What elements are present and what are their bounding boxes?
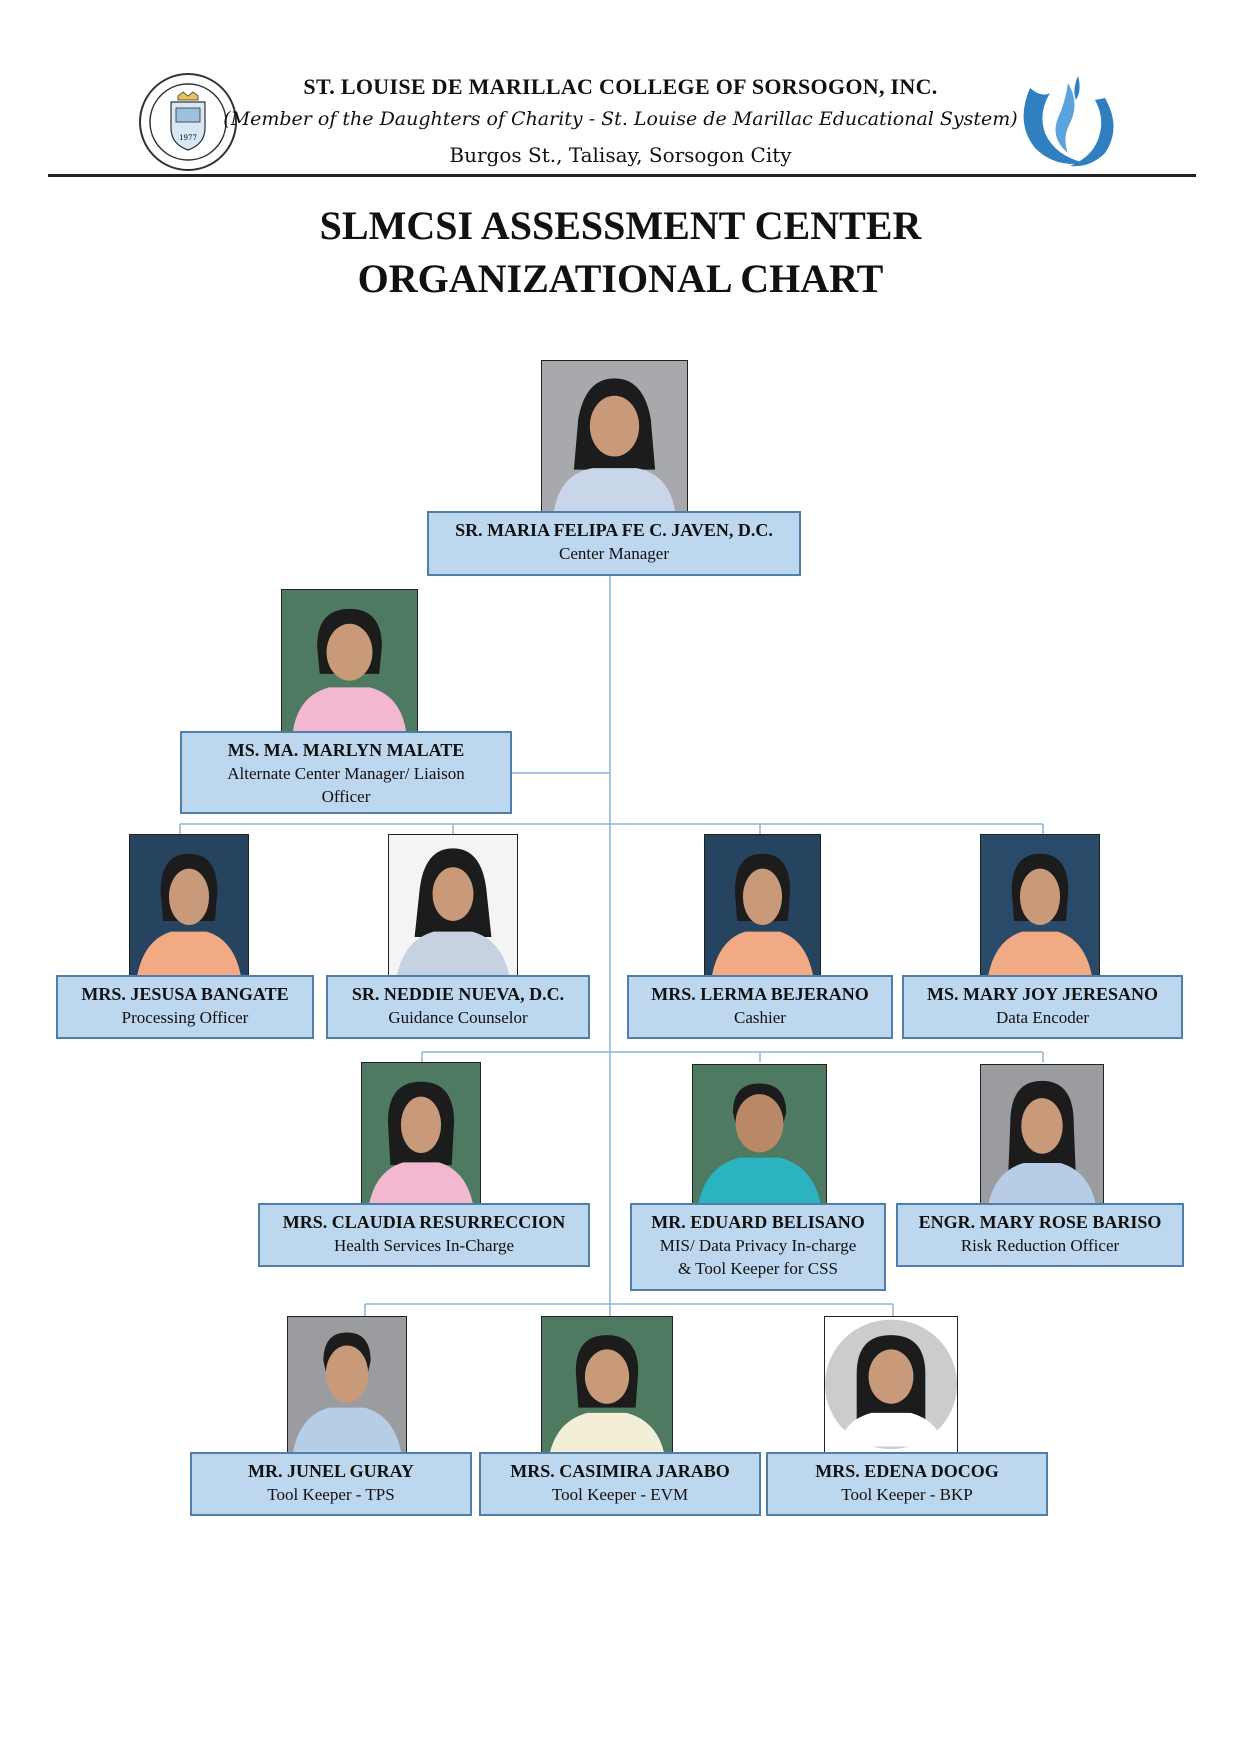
chart-title-line1: SLMCSI ASSESSMENT CENTER: [319, 203, 922, 248]
person-portrait-icon: [362, 1063, 480, 1204]
belisano-role-line2: & Tool Keeper for CSS: [678, 1259, 838, 1278]
guray-role: Tool Keeper - TPS: [267, 1485, 395, 1504]
header-divider: [48, 174, 1196, 177]
letterhead: [0, 0, 1241, 180]
address-line: Burgos St., Talisay, Sorsogon City: [449, 143, 792, 167]
nueva-name: SR. NEDDIE NUEVA, D.C.: [351, 984, 565, 1004]
resurreccion-photo: [361, 1062, 481, 1205]
person-portrait-icon: [130, 835, 248, 976]
docog-role: Tool Keeper - BKP: [841, 1485, 973, 1504]
person-portrait-icon: [981, 835, 1099, 976]
manager-photo: [541, 360, 688, 514]
jeresano-box: [902, 975, 1183, 1039]
bejerano-name: MRS. LERMA BEJERANO: [651, 984, 869, 1004]
manager-name: SR. MARIA FELIPA FE C. JAVEN, D.C.: [455, 520, 773, 540]
alternate-name: MS. MA. MARLYN MALATE: [227, 740, 465, 760]
person-portrait-icon: [542, 1317, 672, 1453]
person-portrait-icon: [542, 361, 687, 513]
person-portrait-icon: [693, 1065, 826, 1204]
bariso-box: [896, 1203, 1184, 1267]
docog-name: MRS. EDENA DOCOG: [815, 1461, 999, 1481]
manager-box: [427, 511, 801, 576]
belisano-photo: [692, 1064, 827, 1205]
resurreccion-name: MRS. CLAUDIA RESURRECCION: [282, 1212, 566, 1232]
bariso-photo: [980, 1064, 1104, 1205]
daughters-of-charity-logo: [1010, 68, 1125, 173]
jeresano-photo: [980, 834, 1100, 977]
alternate-box: [180, 731, 512, 814]
person-portrait-icon: [282, 590, 417, 732]
guray-box: [190, 1452, 472, 1516]
jarabo-photo: [541, 1316, 673, 1454]
bejerano-box: [627, 975, 893, 1039]
person-portrait-icon: [288, 1317, 406, 1453]
bejerano-photo: [704, 834, 821, 977]
bangate-photo: [129, 834, 249, 977]
jeresano-role: Data Encoder: [996, 1008, 1089, 1027]
nueva-photo: [388, 834, 518, 977]
seal-year: 1977: [179, 134, 197, 142]
belisano-box: [630, 1203, 886, 1291]
membership-line: (Member of the Daughters of Charity - St. Louise de Marillac Educational System): [223, 108, 1018, 130]
bangate-name: MRS. JESUSA BANGATE: [81, 984, 289, 1004]
institution-name: ST. LOUISE DE MARILLAC COLLEGE OF SORSOGON, INC.: [303, 74, 938, 99]
jeresano-name: MS. MARY JOY JERESANO: [926, 984, 1159, 1004]
manager-role: Center Manager: [559, 544, 669, 563]
belisano-name: MR. EDUARD BELISANO: [651, 1212, 865, 1232]
nueva-box: [326, 975, 590, 1039]
resurreccion-role: Health Services In-Charge: [333, 1236, 514, 1255]
person-portrait-icon: [981, 1065, 1103, 1204]
bangate-box: [56, 975, 314, 1039]
bariso-role: Risk Reduction Officer: [960, 1236, 1120, 1255]
belisano-role-line1: MIS/ Data Privacy In-charge: [659, 1236, 857, 1255]
docog-box: [766, 1452, 1048, 1516]
chart-title-line2: ORGANIZATIONAL CHART: [357, 256, 884, 301]
nueva-role: Guidance Counselor: [388, 1008, 528, 1027]
resurreccion-box: [258, 1203, 590, 1267]
bariso-name: ENGR. MARY ROSE BARISO: [918, 1212, 1162, 1232]
bejerano-role: Cashier: [734, 1008, 786, 1027]
bangate-role: Processing Officer: [121, 1008, 249, 1027]
jarabo-name: MRS. CASIMIRA JARABO: [510, 1461, 730, 1481]
alternate-role-line1: Alternate Center Manager/ Liaison: [227, 764, 465, 783]
person-portrait-icon: [705, 835, 820, 976]
docog-photo: [824, 1316, 958, 1454]
person-portrait-icon: [825, 1317, 957, 1453]
jarabo-role: Tool Keeper - EVM: [551, 1485, 689, 1504]
guray-photo: [287, 1316, 407, 1454]
jarabo-box: [479, 1452, 761, 1516]
alternate-role-line2: Officer: [321, 787, 371, 806]
alternate-photo: [281, 589, 418, 733]
guray-name: MR. JUNEL GURAY: [248, 1461, 414, 1481]
person-portrait-icon: [389, 835, 517, 976]
